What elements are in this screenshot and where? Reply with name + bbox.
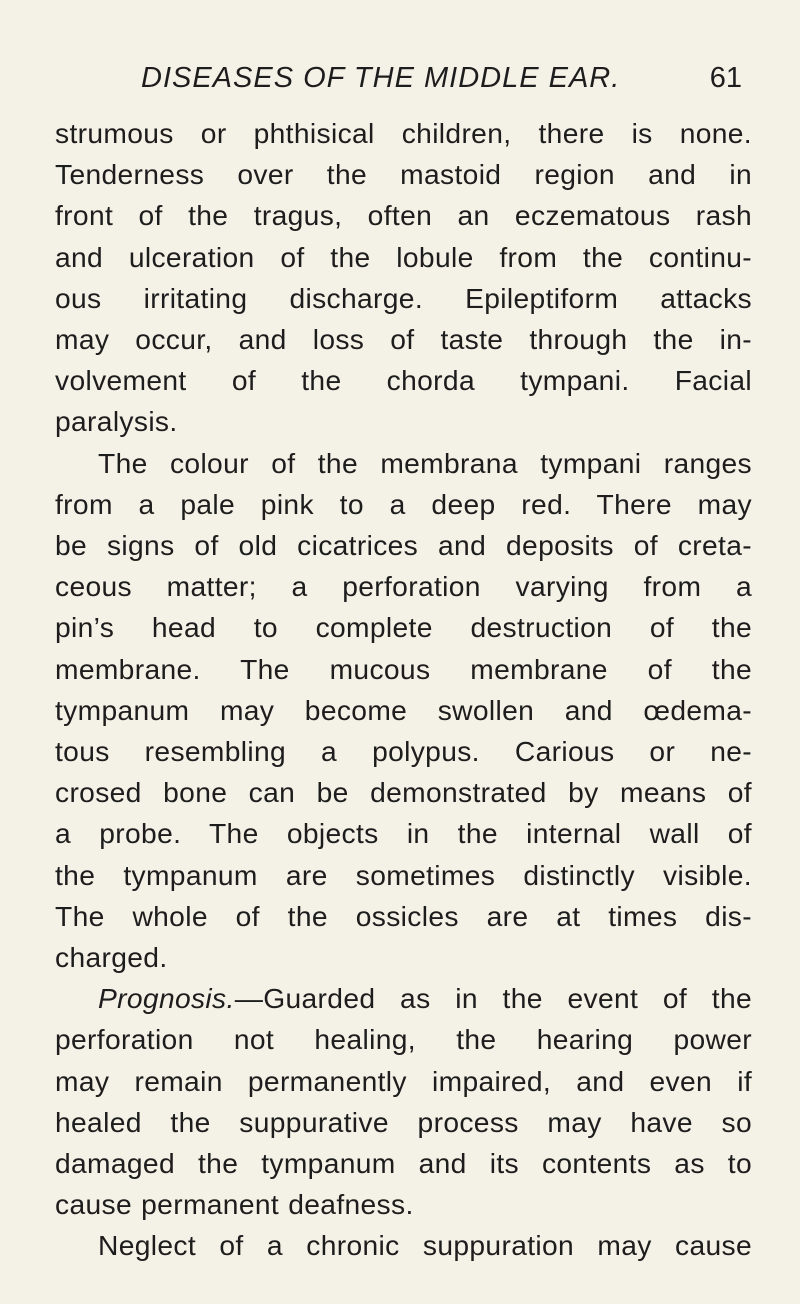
prognosis-text: —Guarded as in the event of the [234,982,752,1015]
text-line: the tympanum are sometimes distinctly visible. [55,858,752,891]
prognosis-label: Prognosis. [98,982,235,1015]
text-line: tous resembling a polypus. Carious or ne- [55,735,752,768]
text-line: a probe. The objects in the internal wall of [55,817,752,850]
body-text [55,113,752,1267]
text-line: The colour of the membrana tympani ranges [98,446,752,479]
running-title: DISEASES OF THE MIDDLE EAR. [141,62,621,94]
text-line: Tenderness over the mastoid region and in [55,158,752,191]
prognosis-line [55,978,752,1019]
text-line: ceous matter; a perforation varying from a [55,570,752,603]
text-line: Neglect of a chronic suppuration may cause [98,1229,752,1262]
text-line: front of the tragus, often an eczematous rash [55,199,752,232]
text-line: tympanum may become swollen and œdema- [55,693,752,726]
text-line: damaged the tympanum and its contents as to [55,1147,752,1180]
text-line: ous irritating discharge. Epileptiform attacks [55,281,752,314]
text-line: strumous or phthisical children, there is none. [55,117,752,149]
page-number: 61 [709,62,742,94]
text-line: perforation not healing, the hearing power [55,1023,752,1056]
text-line: charged. [55,941,168,974]
text-line: healed the suppurative process may have so [55,1105,752,1138]
text-line: paralysis. [55,405,178,438]
text-line: and ulceration of the lobule from the continu- [55,240,752,273]
text-line: cause permanent deafness. [55,1188,414,1221]
text-line: may occur, and loss of taste through the in- [55,323,752,356]
text-line: volvement of the chorda tympani. Facial [55,364,752,397]
text-line: pin’s head to complete destruction of the [55,611,752,644]
text-line: crosed bone can be demonstrated by means of [55,776,752,809]
text-line: membrane. The mucous membrane of the [55,652,752,685]
text-line: may remain permanently impaired, and even if [55,1064,752,1097]
text-line: from a pale pink to a deep red. There may [55,487,752,520]
running-head [55,57,752,99]
text-line: The whole of the ossicles are at times dis- [55,899,752,932]
text-line: be signs of old cicatrices and deposits of creta- [55,529,752,562]
